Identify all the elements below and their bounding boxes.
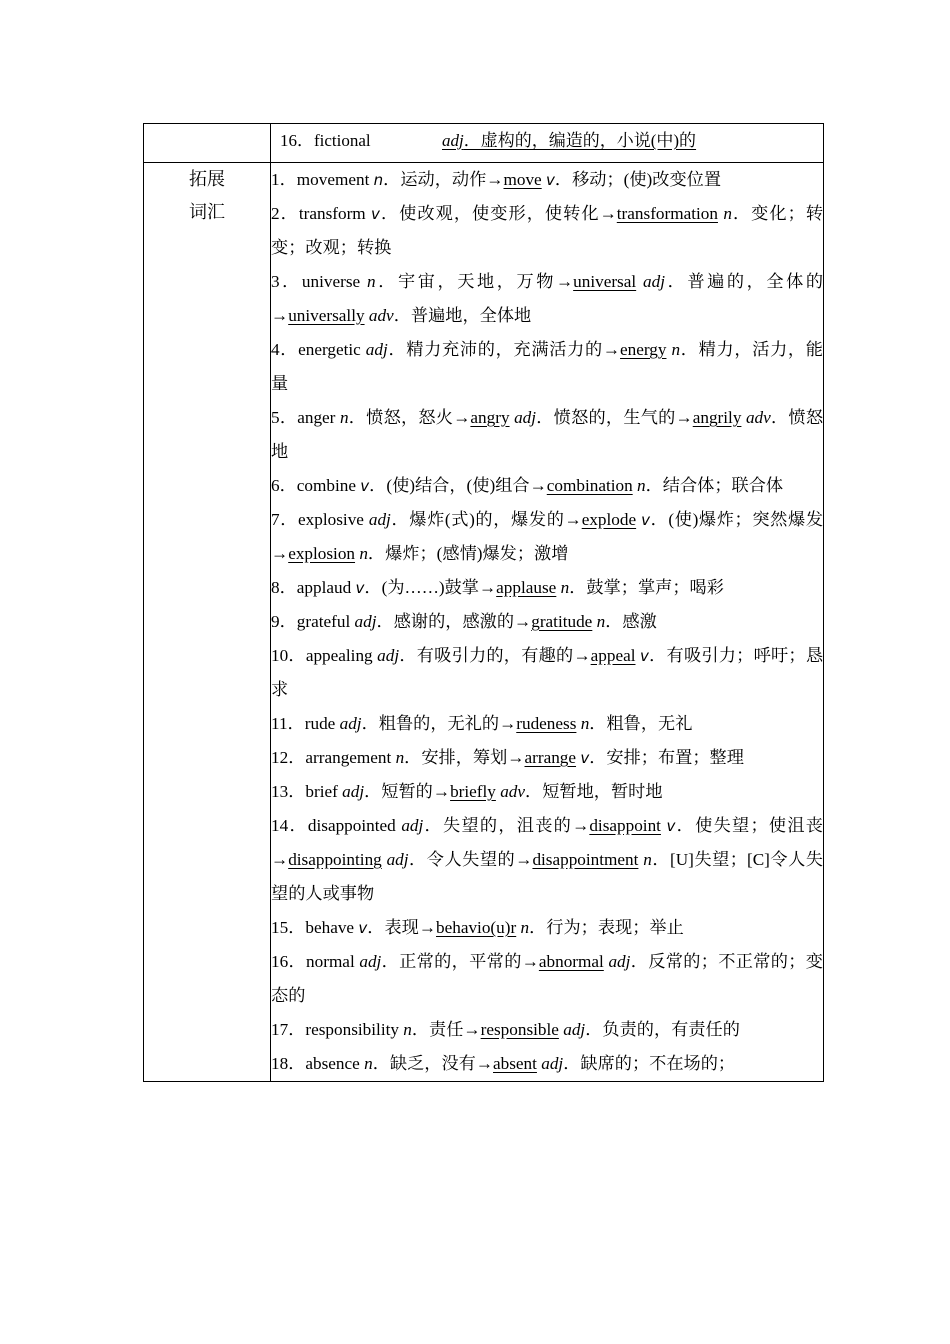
part-of-speech: n bbox=[671, 340, 681, 359]
part-of-speech: adv bbox=[500, 782, 526, 801]
derived-word: angry bbox=[470, 408, 510, 427]
entry-word: applaud bbox=[296, 578, 352, 597]
part-of-speech: v bbox=[580, 749, 590, 767]
entry-fictional bbox=[271, 124, 824, 163]
derived-gloss: ．爆炸；(感情)爆发；激增 bbox=[367, 544, 569, 563]
part-of-speech: adj bbox=[541, 1054, 564, 1073]
derived-gloss: ．普遍地，全体地 bbox=[393, 306, 532, 325]
derived-gloss: ．令人失望的→ bbox=[408, 850, 533, 869]
part-of-speech: n bbox=[520, 918, 530, 937]
list-item bbox=[271, 163, 823, 197]
entry-gloss: ．粗鲁的，无礼的→ bbox=[361, 714, 517, 733]
entry-number: 1． bbox=[271, 170, 297, 189]
part-of-speech: adj bbox=[514, 408, 537, 427]
part-of-speech: v bbox=[666, 817, 676, 835]
part-of-speech: n bbox=[359, 544, 368, 563]
derived-word: explode bbox=[581, 510, 637, 529]
derived-gloss: ．反常的；不正常的；变态的 bbox=[271, 952, 823, 1005]
entry-word: explosive bbox=[298, 510, 364, 529]
derived-word: disappointment bbox=[532, 850, 639, 869]
derived-word: universally bbox=[288, 306, 365, 325]
table-row-fictional bbox=[144, 124, 824, 163]
derived-word: energy bbox=[620, 340, 667, 359]
entry-number: 16． bbox=[271, 952, 307, 971]
entry-number: 3． bbox=[271, 272, 302, 291]
list-item bbox=[271, 639, 823, 707]
derived-word: arrange bbox=[524, 748, 577, 767]
entry-word: absence bbox=[305, 1054, 360, 1073]
entry-number: 13． bbox=[271, 782, 306, 801]
derived-gloss: ．感激 bbox=[605, 612, 657, 631]
part-of-speech: adj bbox=[342, 782, 365, 801]
derived-gloss: ．行为；表现；举止 bbox=[529, 918, 684, 937]
part-of-speech: v bbox=[371, 205, 380, 223]
vocabulary-table bbox=[143, 123, 824, 1082]
part-of-speech: v bbox=[358, 919, 368, 937]
entry-number: 15． bbox=[271, 918, 306, 937]
part-of-speech: v bbox=[360, 477, 370, 495]
entry-word: transform bbox=[298, 204, 366, 223]
entry-word: combine bbox=[296, 476, 356, 495]
part-of-speech: v bbox=[355, 579, 365, 597]
part-of-speech: v bbox=[640, 647, 649, 665]
list-item bbox=[271, 503, 823, 571]
table-row-extended bbox=[144, 163, 824, 1082]
derived-word: disappointing bbox=[288, 850, 382, 869]
entry-gloss: ．感谢的，感激的→ bbox=[376, 612, 532, 631]
derived-word: abnormal bbox=[538, 952, 604, 971]
entry-gloss: ．缺乏，没有→ bbox=[372, 1054, 494, 1073]
derived-gloss: ．有吸引力；呼吁；恳求 bbox=[271, 646, 824, 699]
derived-word: gratitude bbox=[531, 612, 593, 631]
part-of-speech: n bbox=[339, 408, 349, 427]
entry-number: 16． bbox=[280, 131, 314, 150]
entry-word: appealing bbox=[305, 646, 373, 665]
part-of-speech: adj bbox=[359, 952, 382, 971]
entry-word: movement bbox=[296, 170, 370, 189]
entry-number: 9． bbox=[271, 612, 297, 631]
derived-gloss: ．短暂地，暂时地 bbox=[525, 782, 663, 801]
entry-gloss: ．安排，筹划→ bbox=[404, 748, 525, 767]
part-of-speech: v bbox=[641, 511, 650, 529]
entry-gloss: ．使改观，使变形，使转化→ bbox=[379, 204, 617, 223]
derived-word: universal bbox=[573, 272, 637, 291]
derived-gloss: ．使失望；使沮丧→ bbox=[271, 816, 823, 869]
entry-word: normal bbox=[306, 952, 355, 971]
entry-word: universe bbox=[301, 272, 361, 291]
part-of-speech: n bbox=[395, 748, 405, 767]
entry-word: behave bbox=[305, 918, 355, 937]
part-of-speech: n bbox=[596, 612, 606, 631]
derived-word: appeal bbox=[590, 646, 636, 665]
list-item bbox=[271, 333, 823, 401]
derived-gloss: ．结合体；联合体 bbox=[645, 476, 784, 495]
part-of-speech: adj bbox=[643, 272, 665, 291]
entry-gloss: ．爆炸(式)的，爆发的→ bbox=[390, 510, 582, 529]
entry-gloss: ．短暂的→ bbox=[364, 782, 451, 801]
entry-word: anger bbox=[297, 408, 336, 427]
entry-gloss: ．运动，动作→ bbox=[383, 170, 504, 189]
entry-word: energetic bbox=[298, 340, 361, 359]
list-item bbox=[271, 775, 823, 809]
derived-gloss: ．移动；(使)改变位置 bbox=[554, 170, 722, 189]
entry-gloss: ．有吸引力的，有趣的→ bbox=[399, 646, 591, 665]
entry-word: fictional bbox=[314, 131, 371, 150]
part-of-speech: n bbox=[643, 850, 652, 869]
entry-gloss: ．(使)结合，(使)组合→ bbox=[369, 476, 547, 495]
entry-number: 12． bbox=[271, 748, 306, 767]
derived-gloss: ．普遍的，全体的→ bbox=[271, 272, 824, 325]
derived-gloss: ．精力，活力，能量 bbox=[271, 340, 823, 393]
part-of-speech: v bbox=[545, 171, 555, 189]
entry-word: brief bbox=[305, 782, 338, 801]
part-of-speech: n bbox=[373, 171, 384, 189]
derived-word: move bbox=[503, 170, 542, 189]
derived-gloss: ．(使)爆炸；突然爆发→ bbox=[271, 510, 824, 563]
part-of-speech: n bbox=[560, 578, 570, 597]
entry-gloss: ．表现→ bbox=[367, 918, 437, 937]
list-item bbox=[271, 197, 823, 265]
part-of-speech: adj bbox=[368, 510, 391, 529]
entry-number: 17． bbox=[271, 1020, 306, 1039]
derived-word: briefly bbox=[450, 782, 496, 801]
derived-gloss: ．安排；布置；整理 bbox=[589, 748, 744, 767]
entry-number: 6． bbox=[271, 476, 297, 495]
list-item bbox=[271, 265, 823, 333]
part-of-speech: adj bbox=[365, 340, 388, 359]
derived-word: disappoint bbox=[589, 816, 661, 835]
derived-gloss: ．鼓掌；掌声；喝彩 bbox=[569, 578, 724, 597]
entry-gloss: ．愤怒，怒火→ bbox=[348, 408, 471, 427]
entry-gloss: ．宇宙，天地，万物→ bbox=[375, 272, 574, 291]
entry-gloss: ．责任→ bbox=[411, 1020, 481, 1039]
part-of-speech: n bbox=[636, 476, 646, 495]
derived-gloss: ．负责的，有责任的 bbox=[585, 1020, 740, 1039]
entry-gloss: ．虚构的，编造的，小说(中)的 bbox=[463, 131, 697, 150]
part-of-speech: adj bbox=[401, 816, 424, 835]
derived-gloss: ．愤怒的，生气的→ bbox=[536, 408, 693, 427]
section-label-line1: 拓展 bbox=[189, 169, 225, 190]
list-item bbox=[271, 1013, 823, 1047]
part-of-speech: adj bbox=[563, 1020, 586, 1039]
derived-word: applause bbox=[496, 578, 557, 597]
entry-number: 8． bbox=[271, 578, 297, 597]
part-of-speech: n bbox=[364, 1054, 373, 1073]
list-item bbox=[271, 571, 823, 605]
empty-label-cell bbox=[144, 124, 271, 163]
entry-list bbox=[271, 163, 824, 1082]
derived-word: responsible bbox=[480, 1020, 559, 1039]
list-item bbox=[271, 401, 823, 469]
derived-gloss: ．缺席的；不在场的； bbox=[563, 1054, 736, 1073]
list-item bbox=[271, 809, 823, 911]
entry-number: 18． bbox=[271, 1054, 306, 1073]
section-label bbox=[144, 163, 271, 1082]
entry-number: 11． bbox=[271, 714, 305, 733]
part-of-speech: adj bbox=[377, 646, 400, 665]
entry-word: arrangement bbox=[305, 748, 392, 767]
derived-word: absent bbox=[493, 1054, 537, 1073]
derived-gloss: ．粗鲁，无礼 bbox=[589, 714, 693, 733]
list-item bbox=[271, 1047, 823, 1081]
derived-gloss: ．变化；转变；改观；转换 bbox=[271, 204, 824, 257]
derived-word: transformation bbox=[616, 204, 718, 223]
derived-word: angrily bbox=[692, 408, 742, 427]
entry-word: responsibility bbox=[305, 1020, 399, 1039]
entry-word: grateful bbox=[296, 612, 351, 631]
part-of-speech: adj bbox=[442, 131, 464, 150]
list-item bbox=[271, 911, 823, 945]
derived-word: behavio(u)r bbox=[436, 918, 517, 937]
entry-word: rude bbox=[304, 714, 336, 733]
derived-gloss: ．[U]失望；[C]令人失望的人或事物 bbox=[271, 850, 823, 903]
part-of-speech: n bbox=[403, 1020, 412, 1039]
part-of-speech: adv bbox=[368, 306, 394, 325]
derived-word: rudeness bbox=[516, 714, 577, 733]
entry-number: 14． bbox=[271, 816, 308, 835]
part-of-speech: n bbox=[580, 714, 590, 733]
part-of-speech: adj bbox=[608, 952, 631, 971]
part-of-speech: n bbox=[367, 272, 376, 291]
entry-gloss: ．(为……)鼓掌→ bbox=[364, 578, 497, 597]
part-of-speech: adj bbox=[386, 850, 409, 869]
section-label-line2: 词汇 bbox=[189, 202, 225, 223]
entry-word: disappointed bbox=[307, 816, 396, 835]
derived-gloss: ．愤怒地 bbox=[271, 408, 824, 461]
entry-gloss: ．精力充沛的，充满活力的→ bbox=[387, 340, 621, 359]
entry-number: 5． bbox=[271, 408, 298, 427]
list-item bbox=[271, 469, 823, 503]
part-of-speech: adj bbox=[339, 714, 362, 733]
derived-word: combination bbox=[546, 476, 633, 495]
derived-word: explosion bbox=[288, 544, 356, 563]
list-item bbox=[271, 741, 823, 775]
entry-number: 2． bbox=[271, 204, 299, 223]
part-of-speech: n bbox=[723, 204, 732, 223]
part-of-speech: adv bbox=[745, 408, 771, 427]
list-item bbox=[271, 945, 823, 1013]
list-item bbox=[271, 605, 823, 639]
entry-gloss: ．正常的，平常的→ bbox=[381, 952, 539, 971]
entry-number: 4． bbox=[271, 340, 299, 359]
entry-gloss: ．失望的，沮丧的→ bbox=[423, 816, 590, 835]
entry-number: 10． bbox=[271, 646, 306, 665]
part-of-speech: adj bbox=[354, 612, 377, 631]
entry-number: 7． bbox=[271, 510, 299, 529]
list-item bbox=[271, 707, 823, 741]
